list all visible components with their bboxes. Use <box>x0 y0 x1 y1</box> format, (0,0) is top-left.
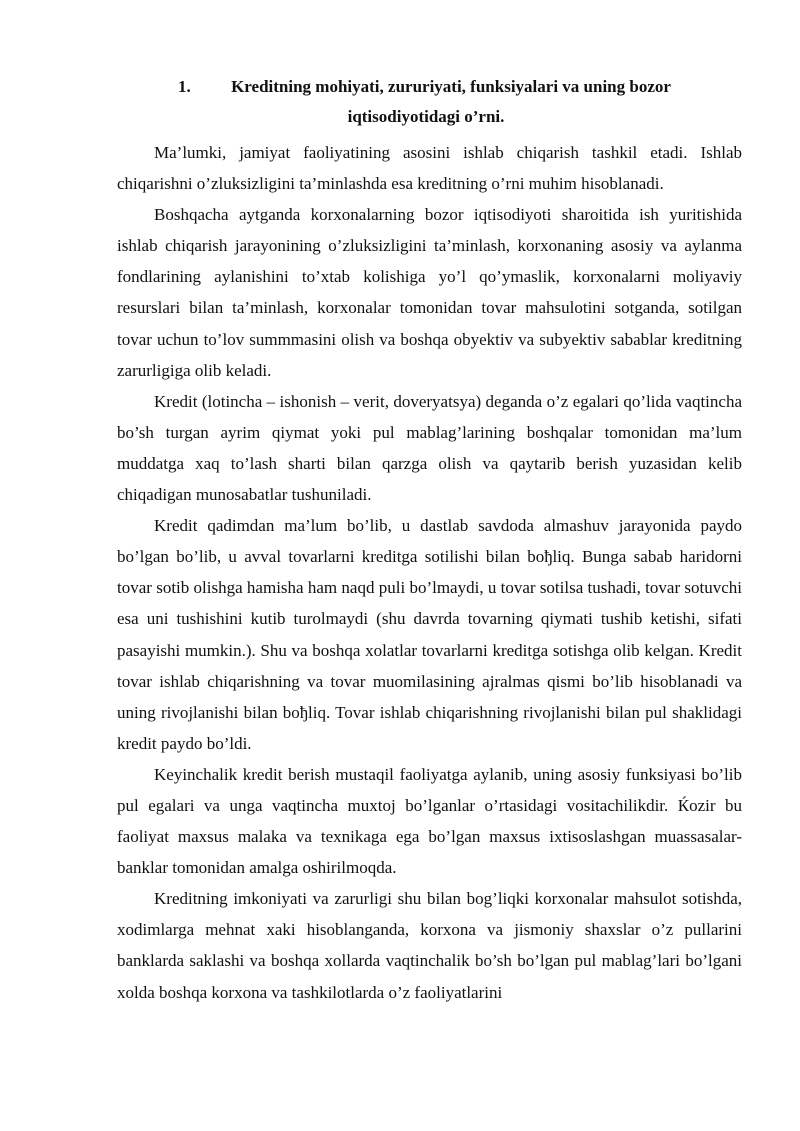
paragraph-2: Boshqacha aytganda korxonalarning bozor iqtisodiyoti sharoitida ish yuritishida ishlab chiqarish jarayonining o’zluksizligini ta’minlash, korxonaning asosiy va aylanma fondlarining aylanishini to’xtab kolishiga yo’l qo’ymaslik, korxonalarni moliyaviy resurslari bilan ta’minlash, korxonalar tomonidan tovar mahsulotini sotganda, sotilgan tovar uchun to’lov summmasini olish va boshqa obyektiv va subyektiv sabablar kreditning zarurligiga olib keladi. <box>117 205 742 380</box>
paragraph-3: Kredit (lotincha – ishonish – verit, doveryatsya) deganda o’z egalari qo’lida vaqtincha bo’sh turgan ayrim qiymat yoki pul mablag’larining boshqalar tomonidan ma’lum muddatga xaq to’lash sharti bilan qarzga olish va qaytarib berish yuzasidan kelib chiqadigan munosabatlar tushuniladi. <box>117 391 742 505</box>
paragraph-1: Ma’lumki, jamiyat faoliyatining asosini ishlab chiqarish tashkil etadi. Ishlab chiqarishni o’zluksizligini ta’minlashda esa kreditning o’rni muhim hisoblanadi. <box>117 143 742 194</box>
paragraph-4: Kredit qadimdan ma’lum bo’lib, u dastlab savdoda almashuv jarayonida paydo bo’lgan bo’lib, u avval tovarlarni kreditga sotilishi bilan boђliq. Bunga sabab haridorni tovar sotib olishga hamisha ham naqd puli bo’lmaydi, u tovar sotilsa tushadi, tovar sotuvchi esa uni tushishini kutib turolmaydi (shu davrda tovarning qiymati tushib ketishi, sifati pasayishi mumkin.). Shu va boshqa xolatlar tovarlarni kreditga sotishga olib kelgan. Kredit tovar ishlab chiqarishning va tovar muomilasining ajralmas qismi bo’lib hisoblanadi va uning rivojlanishi bilan boђliq. Tovar ishlab chiqarishning rivojlanishi bilan pul shaklidagi kredit paydo bo’ldi. <box>117 516 742 753</box>
section-heading <box>110 72 742 132</box>
paragraph-6: Kreditning imkoniyati va zarurligi shu bilan bog’liqki korxonalar mahsulot sotishda, xodimlarga mehnat xaki hisoblanganda, korxona va jismoniy shaxslar o’z pullarini banklarda saklashi va boshqa xollarda vaqtinchalik bo’sh bo’lgan pul mablag’lari bo’lgani xolda boshqa korxona va tashkilotlarda o’z faoliyatlarini <box>117 889 742 1002</box>
section-title-line-1: Kreditning mohiyati, zururiyati, funksiyalari va uning bozor <box>231 77 671 96</box>
section-title-line-2: iqtisodiyotidagi o’rni. <box>347 107 505 126</box>
paragraph-5: Keyinchalik kredit berish mustaqil faoliyatga aylanib, uning asosiy funksiyasi bo’lib pul egalari va unga vaqtincha muxtoj bo’lganlar o’rtasidagi vositachilikdir. Ќozir bu faoliyat maxsus malaka va texnikaga ega bo’lgan maxsus ixtisoslashgan muassasalar-banklar tomonidan amalga oshirilmoqda. <box>117 764 742 878</box>
body-text <box>117 137 742 1008</box>
section-number: 1. <box>178 77 191 96</box>
